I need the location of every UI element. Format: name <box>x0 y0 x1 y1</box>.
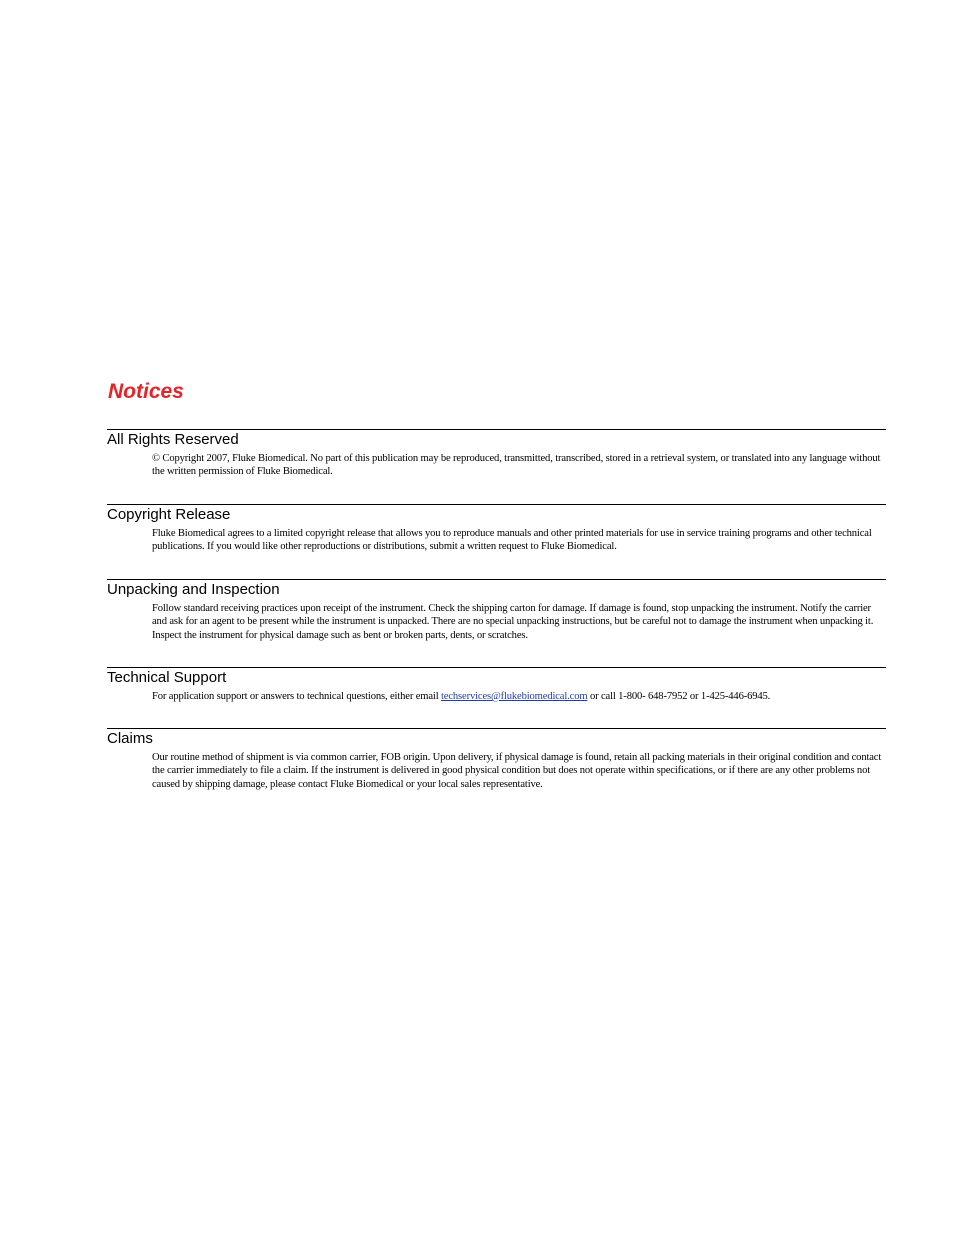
support-email-link[interactable]: techservices@flukebiomedical.com <box>441 691 588 702</box>
page-title: Notices <box>108 380 184 403</box>
section-heading: Claims <box>107 730 153 747</box>
section-heading: Technical Support <box>107 669 227 686</box>
section-all-rights-reserved <box>107 429 886 479</box>
section-body <box>152 690 886 703</box>
section-technical-support <box>107 667 886 703</box>
section-body: Fluke Biomedical agrees to a limited copyright release that allows you to reproduce manuals and other printed materials for use in service training programs and other technical publications. If you would like other reproductions or distributions, submit a written request to Fluke Biomedical. <box>152 528 872 553</box>
support-text-before: For application support or answers to technical questions, either email <box>152 691 441 702</box>
section-heading: All Rights Reserved <box>107 431 239 448</box>
support-text-after: or call 1-800- 648-7952 or 1-425-446-6945. <box>587 691 771 702</box>
section-copyright-release <box>107 504 886 554</box>
section-body: Follow standard receiving practices upon receipt of the instrument. Check the shipping carton for damage. If damage is found, stop unpacking the instrument. Notify the carrier and ask for an agent to be present while the instrument is unpacked. There are no special unpacking instructions, but be careful not to damage the instrument when unpacking it. Inspect the instrument for physical damage such as bent or broken parts, dents, or scratches. <box>152 603 874 641</box>
section-body: © Copyright 2007, Fluke Biomedical. No part of this publication may be reproduced, transmitted, transcribed, stored in a retrieval system, or translated into any language without the written permission of Fluke Biomedical. <box>152 453 881 478</box>
section-body: Our routine method of shipment is via common carrier, FOB origin. Upon delivery, if physical damage is found, retain all packing materials in their original condition and contact the carrier immediately to file a claim. If the instrument is delivered in good physical condition but does not operate within specifications, or if there are any other problems not caused by shipping damage, please contact Fluke Biomedical or your local sales representative. <box>152 752 882 790</box>
section-unpacking-and-inspection <box>107 579 886 642</box>
section-heading: Copyright Release <box>107 506 231 523</box>
section-heading: Unpacking and Inspection <box>107 581 280 598</box>
section-claims <box>107 728 886 791</box>
